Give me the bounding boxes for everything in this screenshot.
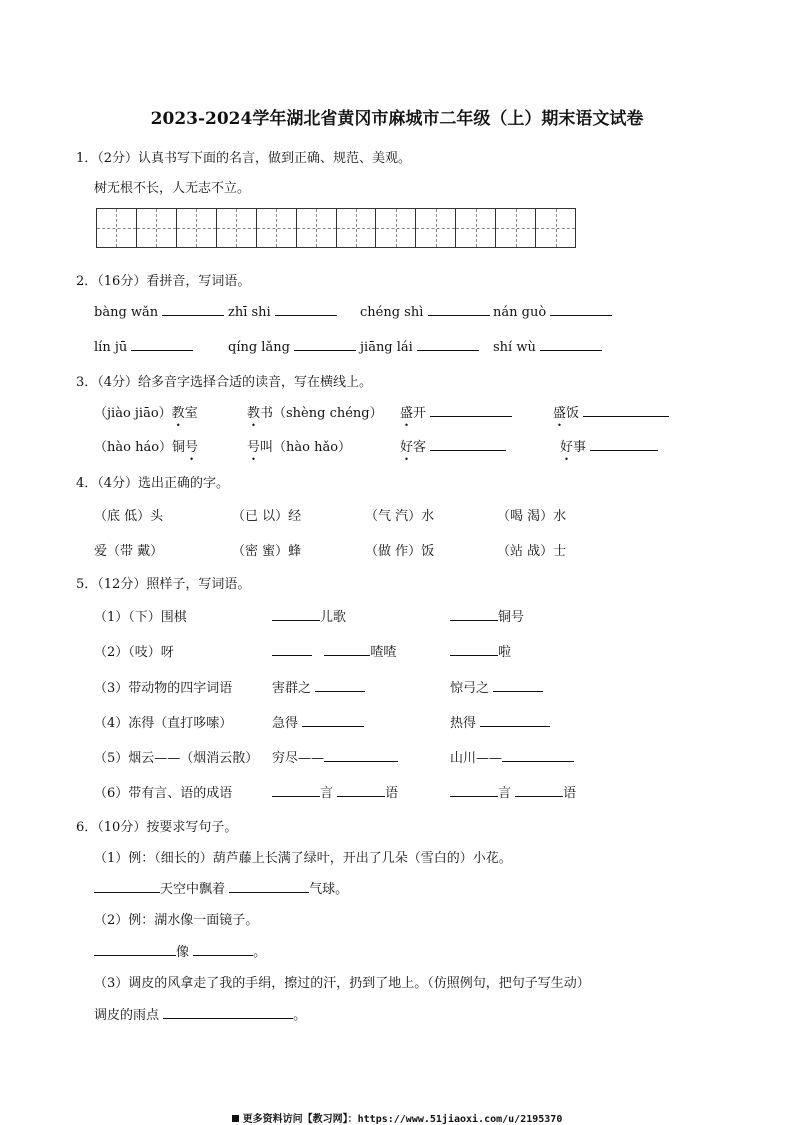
flag-icon	[232, 1115, 239, 1122]
answer-blank[interactable]	[302, 714, 364, 727]
choice-item[interactable]: （密 蜜）蜂	[232, 544, 302, 559]
q6-example-3: （3）调皮的风拿走了我的手绢，擦过的汗，扔到了地上。（仿照例句，把句子写生动）	[94, 976, 590, 991]
polyphone-item: （hào háo）铜号	[94, 440, 199, 455]
answer-blank[interactable]	[583, 404, 669, 417]
answer-blank[interactable]	[324, 749, 398, 762]
choice-item[interactable]: （喝 渴）水	[497, 509, 567, 524]
answer-blank[interactable]	[515, 784, 563, 797]
choice-item[interactable]: （已 以）经	[232, 509, 302, 524]
answer-blank[interactable]	[94, 943, 176, 956]
question-4-heading: 4．（4分）选出正确的字。	[76, 476, 230, 491]
choice-item[interactable]: 爱（带 戴）	[94, 544, 164, 559]
polyphone-item: 盛开	[400, 402, 512, 421]
grid-cell[interactable]	[297, 209, 337, 247]
question-6-heading: 6．（10分）按要求写句子。	[76, 820, 238, 835]
answer-blank[interactable]	[131, 338, 193, 351]
polyphone-item: 教书（shèng chéng）	[247, 406, 383, 421]
pinyin-6: qíng lǎng	[228, 338, 356, 355]
answer-blank[interactable]	[324, 643, 370, 656]
q5-item: 惊弓之	[450, 677, 543, 696]
pinyin-7: jiāng lái	[360, 338, 479, 355]
question-3-heading: 3．（4分）给多音字选择合适的读音，写在横线上。	[76, 375, 373, 390]
polyphone-item: （jiào jiāo）教室	[94, 406, 198, 421]
answer-blank[interactable]	[450, 608, 498, 621]
pinyin-8: shí wù	[493, 338, 602, 355]
answer-blank[interactable]	[450, 784, 498, 797]
q5-item: 害群之	[272, 677, 365, 696]
q6-answer-1: 天空中飘着 气球。	[94, 878, 348, 897]
answer-blank[interactable]	[430, 404, 512, 417]
answer-blank[interactable]	[94, 880, 160, 893]
q5-row-label: （4）冻得（直打哆嗦）	[94, 716, 233, 731]
answer-blank[interactable]	[550, 303, 612, 316]
q5-item: 啦	[450, 641, 511, 660]
choice-item[interactable]: （气 汽）水	[365, 509, 435, 524]
grid-cell[interactable]	[416, 209, 456, 247]
grid-cell[interactable]	[217, 209, 257, 247]
answer-blank[interactable]	[272, 643, 312, 656]
answer-blank[interactable]	[275, 303, 337, 316]
choice-item[interactable]: （站 战）士	[497, 544, 567, 559]
q5-item: 山川——	[450, 747, 574, 766]
grid-cell[interactable]	[536, 209, 575, 247]
answer-blank[interactable]	[163, 1006, 293, 1019]
grid-cell[interactable]	[456, 209, 496, 247]
choice-item[interactable]: （底 低）头	[94, 509, 164, 524]
q5-row-label: （6）带有言、语的成语	[94, 786, 233, 801]
q6-answer-3: 调皮的雨点 。	[94, 1008, 307, 1023]
grid-cell[interactable]	[97, 209, 137, 247]
answer-blank[interactable]	[294, 338, 356, 351]
polyphone-item: 好客	[400, 436, 506, 455]
q5-row-label: （5）烟云——（烟消云散）	[94, 751, 259, 766]
page-title: 2023-2024学年湖北省黄冈市麻城市二年级（上）期末语文试卷	[150, 109, 644, 129]
q5-item: 言 语	[272, 782, 398, 801]
pinyin-4: nán guò	[493, 303, 612, 320]
answer-blank[interactable]	[315, 679, 365, 692]
choice-item[interactable]: （做 作）饭	[365, 544, 435, 559]
grid-cell[interactable]	[257, 209, 297, 247]
q6-answer-2: 像 。	[94, 941, 266, 960]
pinyin-2: zhī shi	[228, 303, 337, 320]
q5-row-label: （2）（吱）呀	[94, 645, 174, 660]
answer-blank[interactable]	[337, 784, 385, 797]
q5-row-label: （1）（下）围棋	[94, 610, 187, 625]
polyphone-item: 号叫（hào hǎo）	[247, 440, 352, 455]
grid-cell[interactable]	[337, 209, 377, 247]
q5-item: 急得	[272, 712, 364, 731]
footer-link[interactable]: 更多资料访问【教习网】：https://www.51jiaoxi.com/u/2195370	[0, 1110, 794, 1125]
answer-blank[interactable]	[417, 338, 479, 351]
answer-blank[interactable]	[428, 303, 490, 316]
answer-blank[interactable]	[272, 608, 320, 621]
grid-cell[interactable]	[496, 209, 536, 247]
q5-item: 喳喳	[272, 641, 396, 660]
q5-item: 穷尽——	[272, 747, 398, 766]
pinyin-5: lín jū	[94, 338, 193, 355]
grid-cell[interactable]	[376, 209, 416, 247]
answer-blank[interactable]	[480, 714, 550, 727]
question-2-heading: 2．（16分）看拼音，写词语。	[76, 274, 251, 289]
answer-blank[interactable]	[450, 643, 498, 656]
answer-blank[interactable]	[193, 943, 253, 956]
answer-blank[interactable]	[502, 749, 574, 762]
q5-item: 儿歌	[272, 606, 346, 625]
q5-row-label: （3）带动物的四字词语	[94, 681, 233, 696]
q6-example-1: （1）例：（细长的）葫芦藤上长满了绿叶，开出了几朵（雪白的）小花。	[94, 851, 512, 866]
answer-blank[interactable]	[540, 338, 602, 351]
answer-blank[interactable]	[493, 679, 543, 692]
question-1-heading: 1．（2分）认真书写下面的名言，做到正确、规范、美观。	[76, 151, 412, 166]
grid-cell[interactable]	[177, 209, 217, 247]
question-5-heading: 5．（12分）照样子，写词语。	[76, 577, 251, 592]
q6-example-2: （2）例：湖水像一面镜子。	[94, 913, 259, 928]
grid-cell[interactable]	[137, 209, 177, 247]
answer-blank[interactable]	[229, 880, 309, 893]
answer-blank[interactable]	[162, 303, 224, 316]
pinyin-1: bàng wǎn	[94, 303, 224, 320]
q5-item: 热得	[450, 712, 550, 731]
answer-blank[interactable]	[590, 438, 658, 451]
pinyin-3: chéng shì	[360, 303, 490, 320]
answer-blank[interactable]	[430, 438, 506, 451]
polyphone-item: 盛饭	[553, 402, 669, 421]
q5-item: 言 语	[450, 782, 576, 801]
q5-item: 铜号	[450, 606, 524, 625]
writing-grid[interactable]	[96, 208, 576, 248]
answer-blank[interactable]	[272, 784, 320, 797]
question-1-quote: 树无根不长，人无志不立。	[94, 181, 251, 196]
polyphone-item: 好事	[560, 436, 658, 455]
